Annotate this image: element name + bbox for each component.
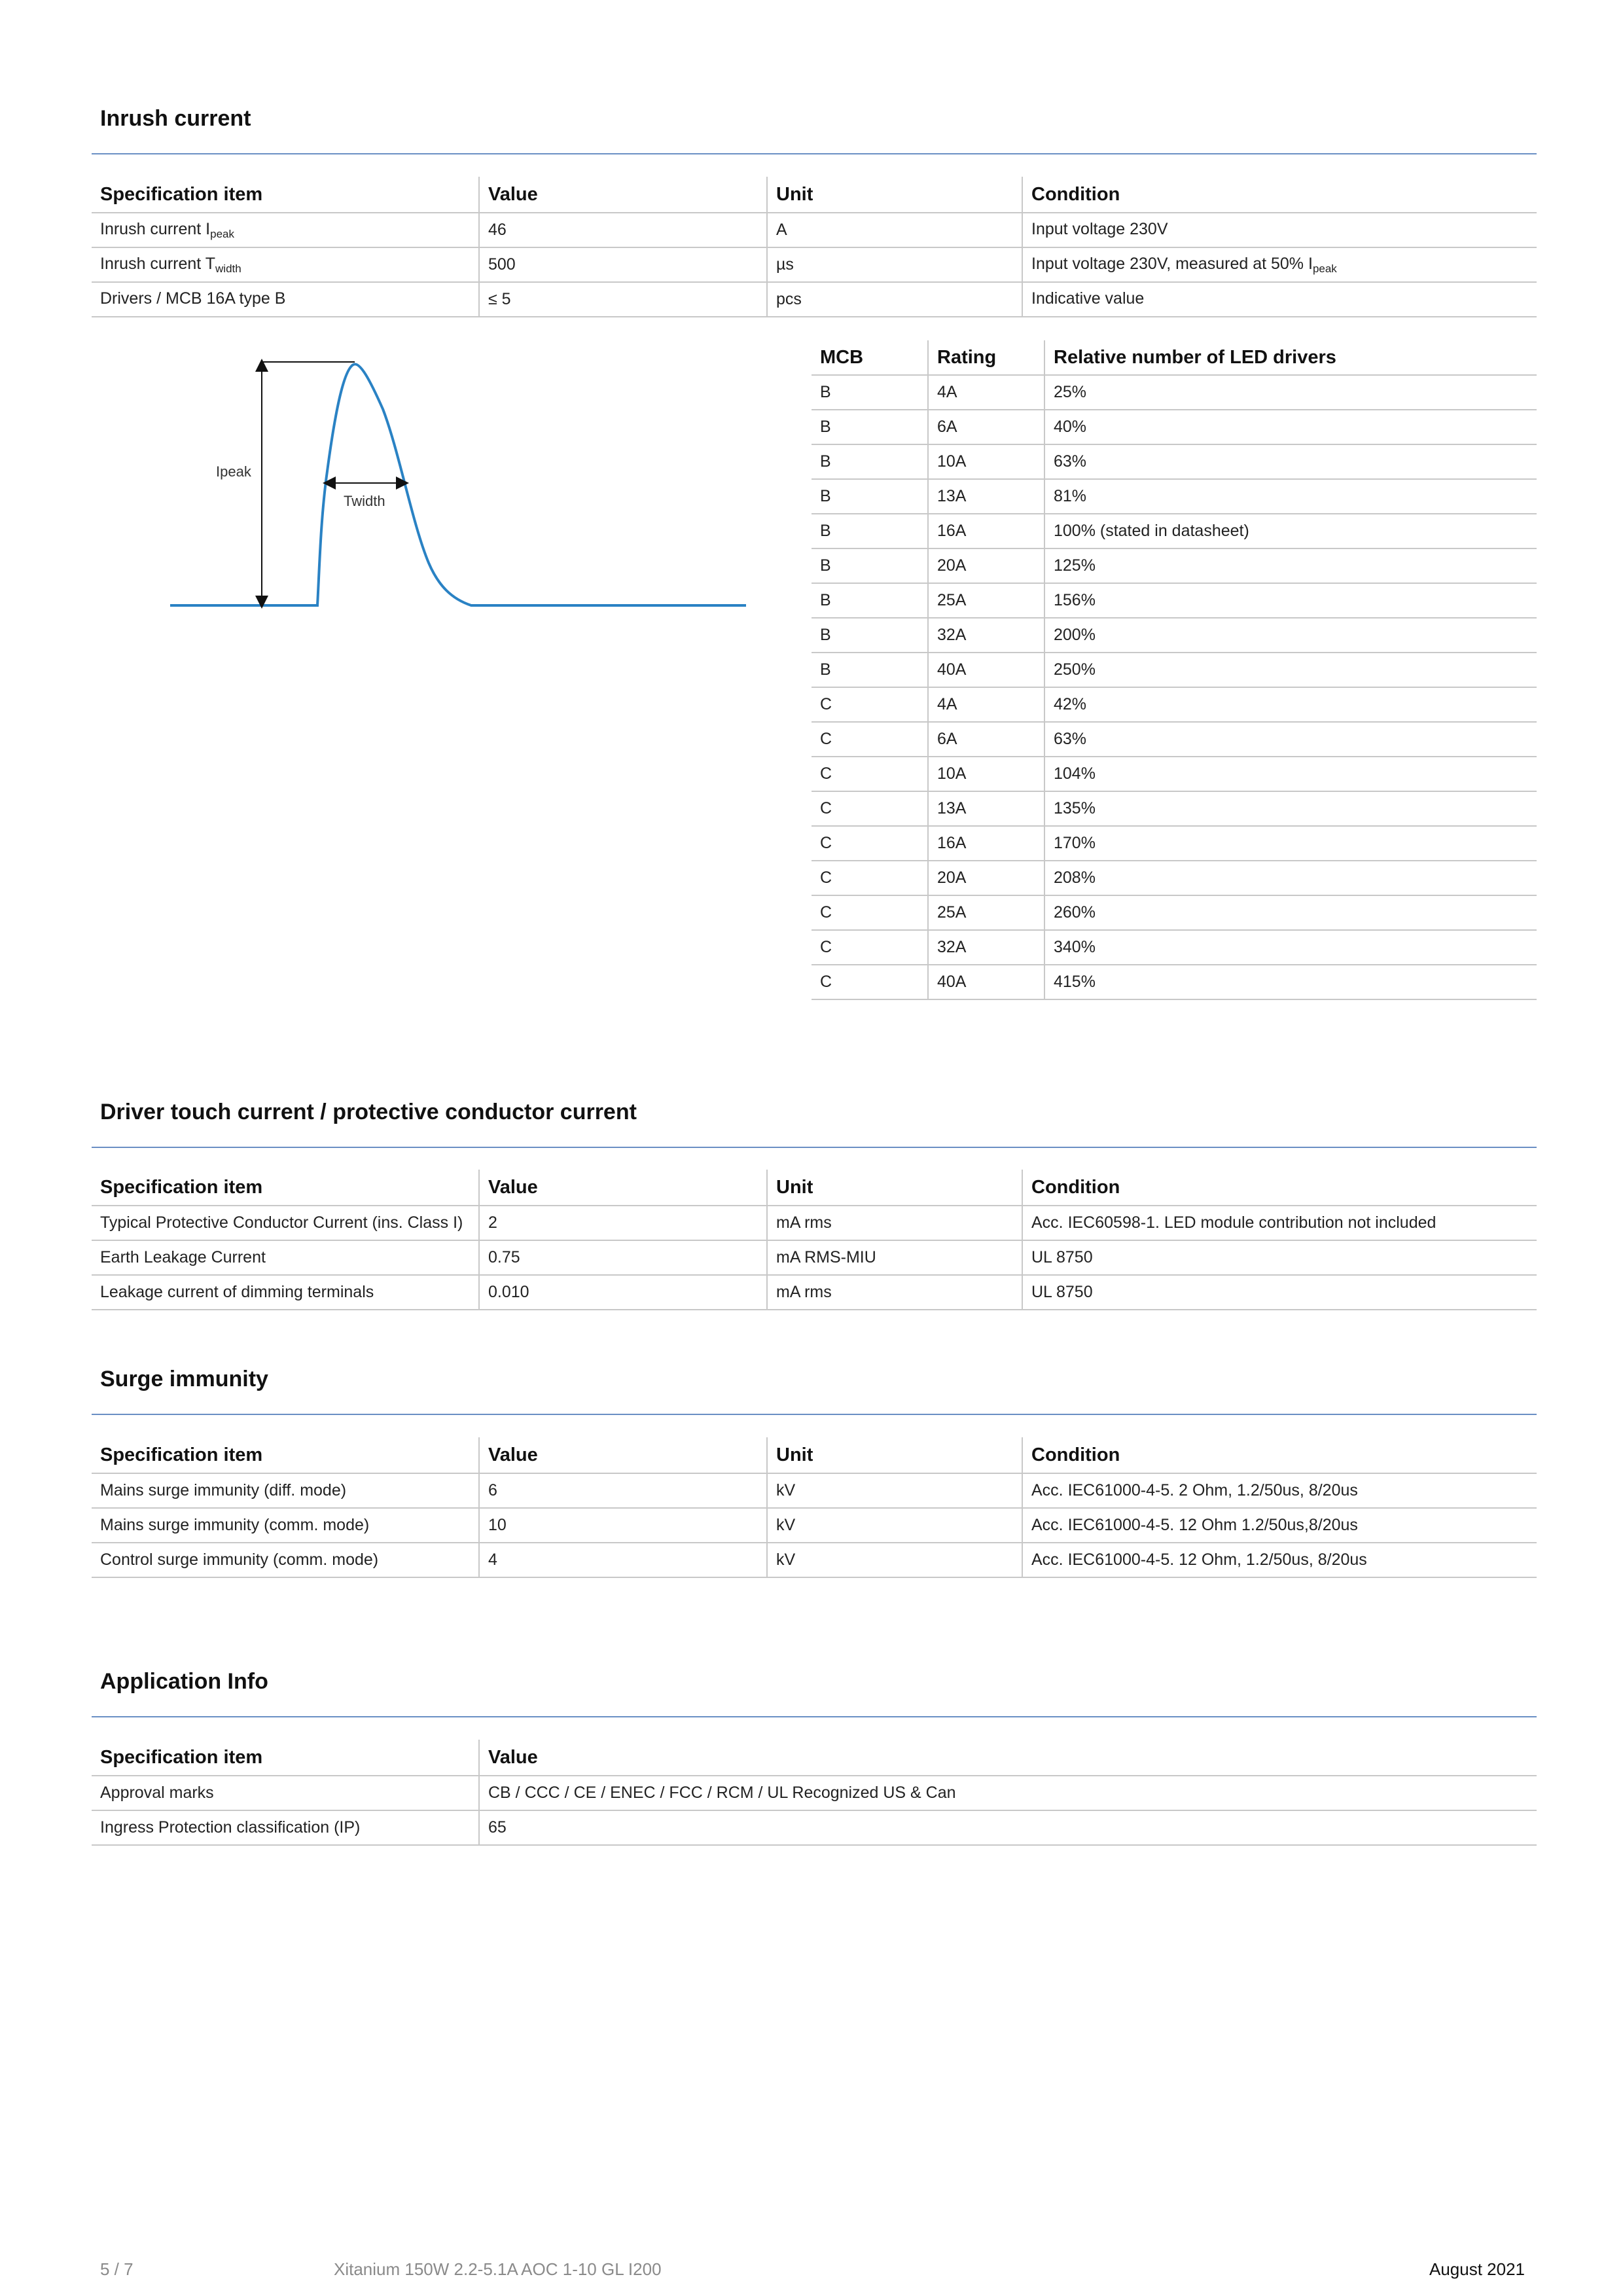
rating-cell: 13A: [928, 791, 1044, 826]
condition-cell: Acc. IEC61000-4-5. 2 Ohm, 1.2/50us, 8/20us: [1022, 1473, 1537, 1508]
mcb-type-cell: C: [812, 687, 928, 722]
value-cell: ≤ 5: [479, 282, 767, 317]
unit-cell: mA rms: [767, 1206, 1022, 1240]
col-header-unit: Unit: [767, 177, 1022, 213]
relative-number-cell: 170%: [1044, 826, 1537, 861]
table-row: [812, 757, 1537, 791]
surge-immunity-table: [92, 1437, 1537, 1578]
value-cell: 2: [479, 1206, 767, 1240]
mcb-type-cell: C: [812, 930, 928, 965]
relative-number-cell: 135%: [1044, 791, 1537, 826]
condition-cell: Acc. IEC61000-4-5. 12 Ohm 1.2/50us,8/20us: [1022, 1508, 1537, 1543]
unit-cell: kV: [767, 1508, 1022, 1543]
mcb-type-cell: B: [812, 444, 928, 479]
rating-cell: 16A: [928, 514, 1044, 548]
relative-number-cell: 104%: [1044, 757, 1537, 791]
spec-item-cell: Drivers / MCB 16A type B: [92, 282, 479, 317]
relative-number-cell: 63%: [1044, 722, 1537, 757]
touch-current-table: [92, 1170, 1537, 1310]
rating-cell: 40A: [928, 965, 1044, 999]
spec-item-cell: Ingress Protection classification (IP): [92, 1810, 479, 1845]
table-row: [92, 1240, 1537, 1275]
rating-cell: 32A: [928, 930, 1044, 965]
application-info-table: [92, 1740, 1537, 1846]
mcb-type-cell: C: [812, 791, 928, 826]
unit-cell: mA rms: [767, 1275, 1022, 1310]
mcb-type-cell: C: [812, 757, 928, 791]
relative-number-cell: 42%: [1044, 687, 1537, 722]
document-date: August 2021: [1429, 2259, 1525, 2279]
table-row: [812, 479, 1537, 514]
relative-number-cell: 250%: [1044, 653, 1537, 687]
mcb-type-cell: B: [812, 514, 928, 548]
value-cell: CB / CCC / CE / ENEC / FCC / RCM / UL Recognized US & Can: [479, 1776, 1537, 1810]
relative-number-cell: 260%: [1044, 895, 1537, 930]
table-row: [812, 895, 1537, 930]
rating-cell: 6A: [928, 722, 1044, 757]
relative-number-cell: 125%: [1044, 548, 1537, 583]
col-header-condition: Condition: [1022, 1170, 1537, 1206]
table-row: [92, 1275, 1537, 1310]
table-row: [812, 618, 1537, 653]
relative-number-cell: 200%: [1044, 618, 1537, 653]
value-cell: 0.010: [479, 1275, 767, 1310]
spec-item-cell: Mains surge immunity (diff. mode): [92, 1473, 479, 1508]
table-row: [92, 1508, 1537, 1543]
app-divider: [92, 1716, 1537, 1717]
col-header-spec-item: Specification item: [92, 1170, 479, 1206]
rating-cell: 20A: [928, 548, 1044, 583]
table-row: [812, 791, 1537, 826]
relative-number-cell: 81%: [1044, 479, 1537, 514]
table-row: [92, 1473, 1537, 1508]
value-cell: 46: [479, 213, 767, 247]
mcb-table-body: [812, 375, 1537, 999]
unit-cell: kV: [767, 1473, 1022, 1508]
col-header-value: Value: [479, 177, 767, 213]
value-cell: 10: [479, 1508, 767, 1543]
spec-item-cell: Mains surge immunity (comm. mode): [92, 1508, 479, 1543]
touch-header-row: [92, 1170, 1537, 1206]
table-row: [92, 282, 1537, 317]
rating-cell: 40A: [928, 653, 1044, 687]
value-cell: 500: [479, 247, 767, 282]
surge-section-title: Surge immunity: [100, 1367, 268, 1391]
app-section-title: Application Info: [100, 1669, 268, 1694]
mcb-type-cell: C: [812, 965, 928, 999]
table-row: [812, 583, 1537, 618]
mcb-table: [812, 340, 1537, 1000]
mcb-type-cell: B: [812, 583, 928, 618]
page-number: 5 / 7: [100, 2259, 134, 2279]
inrush-divider: [92, 153, 1537, 154]
rating-cell: 4A: [928, 375, 1044, 410]
app-header-row: [92, 1740, 1537, 1776]
unit-cell: µs: [767, 247, 1022, 282]
mcb-type-cell: C: [812, 722, 928, 757]
touch-section-title: Driver touch current / protective conductor current: [100, 1100, 637, 1124]
relative-number-cell: 415%: [1044, 965, 1537, 999]
table-row: [812, 826, 1537, 861]
col-header-condition: Condition: [1022, 177, 1537, 213]
relative-number-cell: 100% (stated in datasheet): [1044, 514, 1537, 548]
col-header-mcb: MCB: [812, 340, 928, 375]
mcb-type-cell: B: [812, 618, 928, 653]
table-row: [92, 1543, 1537, 1577]
mcb-type-cell: B: [812, 653, 928, 687]
relative-number-cell: 340%: [1044, 930, 1537, 965]
mcb-type-cell: B: [812, 479, 928, 514]
col-header-unit: Unit: [767, 1437, 1022, 1473]
col-header-relative-number: Relative number of LED drivers: [1044, 340, 1537, 375]
col-header-spec-item: Specification item: [92, 1740, 479, 1776]
table-row: [92, 1810, 1537, 1845]
spec-item-cell: Earth Leakage Current: [92, 1240, 479, 1275]
rating-cell: 25A: [928, 895, 1044, 930]
rating-cell: 16A: [928, 826, 1044, 861]
table-row: [812, 722, 1537, 757]
value-cell: 4: [479, 1543, 767, 1577]
table-row: [812, 930, 1537, 965]
unit-cell: A: [767, 213, 1022, 247]
table-row: [92, 1206, 1537, 1240]
condition-cell: UL 8750: [1022, 1240, 1537, 1275]
inrush-table: [92, 177, 1537, 317]
unit-cell: mA RMS-MIU: [767, 1240, 1022, 1275]
mcb-type-cell: B: [812, 410, 928, 444]
spec-item-cell: Inrush current $T_{width}$: [92, 247, 479, 282]
value-cell: 6: [479, 1473, 767, 1508]
waveform-line: [170, 364, 746, 605]
rating-cell: 4A: [928, 687, 1044, 722]
condition-cell: Indicative value: [1022, 282, 1537, 317]
table-row: [812, 548, 1537, 583]
rating-cell: 6A: [928, 410, 1044, 444]
col-header-spec-item: Specification item: [92, 177, 479, 213]
touch-divider: [92, 1147, 1537, 1148]
col-header-rating: Rating: [928, 340, 1044, 375]
value-cell: 65: [479, 1810, 1537, 1845]
rating-cell: 25A: [928, 583, 1044, 618]
inrush-section-title: Inrush current: [100, 106, 251, 131]
surge-header-row: [92, 1437, 1537, 1473]
col-header-condition: Condition: [1022, 1437, 1537, 1473]
table-row: [812, 444, 1537, 479]
product-name: Xitanium 150W 2.2-5.1A AOC 1-10 GL I200: [334, 2259, 662, 2279]
unit-cell: kV: [767, 1543, 1022, 1577]
mcb-type-cell: C: [812, 861, 928, 895]
table-row: [812, 861, 1537, 895]
value-cell: 0.75: [479, 1240, 767, 1275]
col-header-value: Value: [479, 1170, 767, 1206]
spec-item-cell: Approval marks: [92, 1776, 479, 1810]
table-row: [812, 375, 1537, 410]
relative-number-cell: 63%: [1044, 444, 1537, 479]
relative-number-cell: 156%: [1044, 583, 1537, 618]
relative-number-cell: 25%: [1044, 375, 1537, 410]
spec-item-cell: Typical Protective Conductor Current (ins. Class I): [92, 1206, 479, 1240]
table-row: [812, 965, 1537, 999]
rating-cell: 20A: [928, 861, 1044, 895]
surge-divider: [92, 1414, 1537, 1415]
mcb-type-cell: B: [812, 548, 928, 583]
relative-number-cell: 208%: [1044, 861, 1537, 895]
col-header-value: Value: [479, 1437, 767, 1473]
rating-cell: 10A: [928, 757, 1044, 791]
table-row: [812, 653, 1537, 687]
spec-item-cell: Leakage current of dimming terminals: [92, 1275, 479, 1310]
table-row: [812, 514, 1537, 548]
condition-cell: UL 8750: [1022, 1275, 1537, 1310]
col-header-unit: Unit: [767, 1170, 1022, 1206]
table-row: [812, 410, 1537, 444]
col-header-spec-item: Specification item: [92, 1437, 479, 1473]
rating-cell: 10A: [928, 444, 1044, 479]
mcb-header-row: [812, 340, 1537, 375]
mcb-type-cell: B: [812, 375, 928, 410]
condition-cell: Acc. IEC61000-4-5. 12 Ohm, 1.2/50us, 8/20us: [1022, 1543, 1537, 1577]
spec-item-cell: Inrush current $I_{peak}$: [92, 213, 479, 247]
rating-cell: 13A: [928, 479, 1044, 514]
spec-item-cell: Control surge immunity (comm. mode): [92, 1543, 479, 1577]
twidth-label: Twidth: [344, 493, 385, 509]
condition-cell: Acc. IEC60598-1. LED module contribution not included: [1022, 1206, 1537, 1240]
mcb-type-cell: C: [812, 826, 928, 861]
rating-cell: 32A: [928, 618, 1044, 653]
condition-cell: Input voltage 230V, measured at 50% $I_{peak}$: [1022, 247, 1537, 282]
table-row: [92, 247, 1537, 282]
ipeak-label: Ipeak: [216, 463, 251, 480]
table-row: [812, 687, 1537, 722]
mcb-type-cell: C: [812, 895, 928, 930]
inrush-waveform-diagram: [164, 353, 766, 628]
relative-number-cell: 40%: [1044, 410, 1537, 444]
table-row: [92, 213, 1537, 247]
inrush-header-row: [92, 177, 1537, 213]
col-header-value: Value: [479, 1740, 1537, 1776]
condition-cell: Input voltage 230V: [1022, 213, 1537, 247]
unit-cell: pcs: [767, 282, 1022, 317]
table-row: [92, 1776, 1537, 1810]
